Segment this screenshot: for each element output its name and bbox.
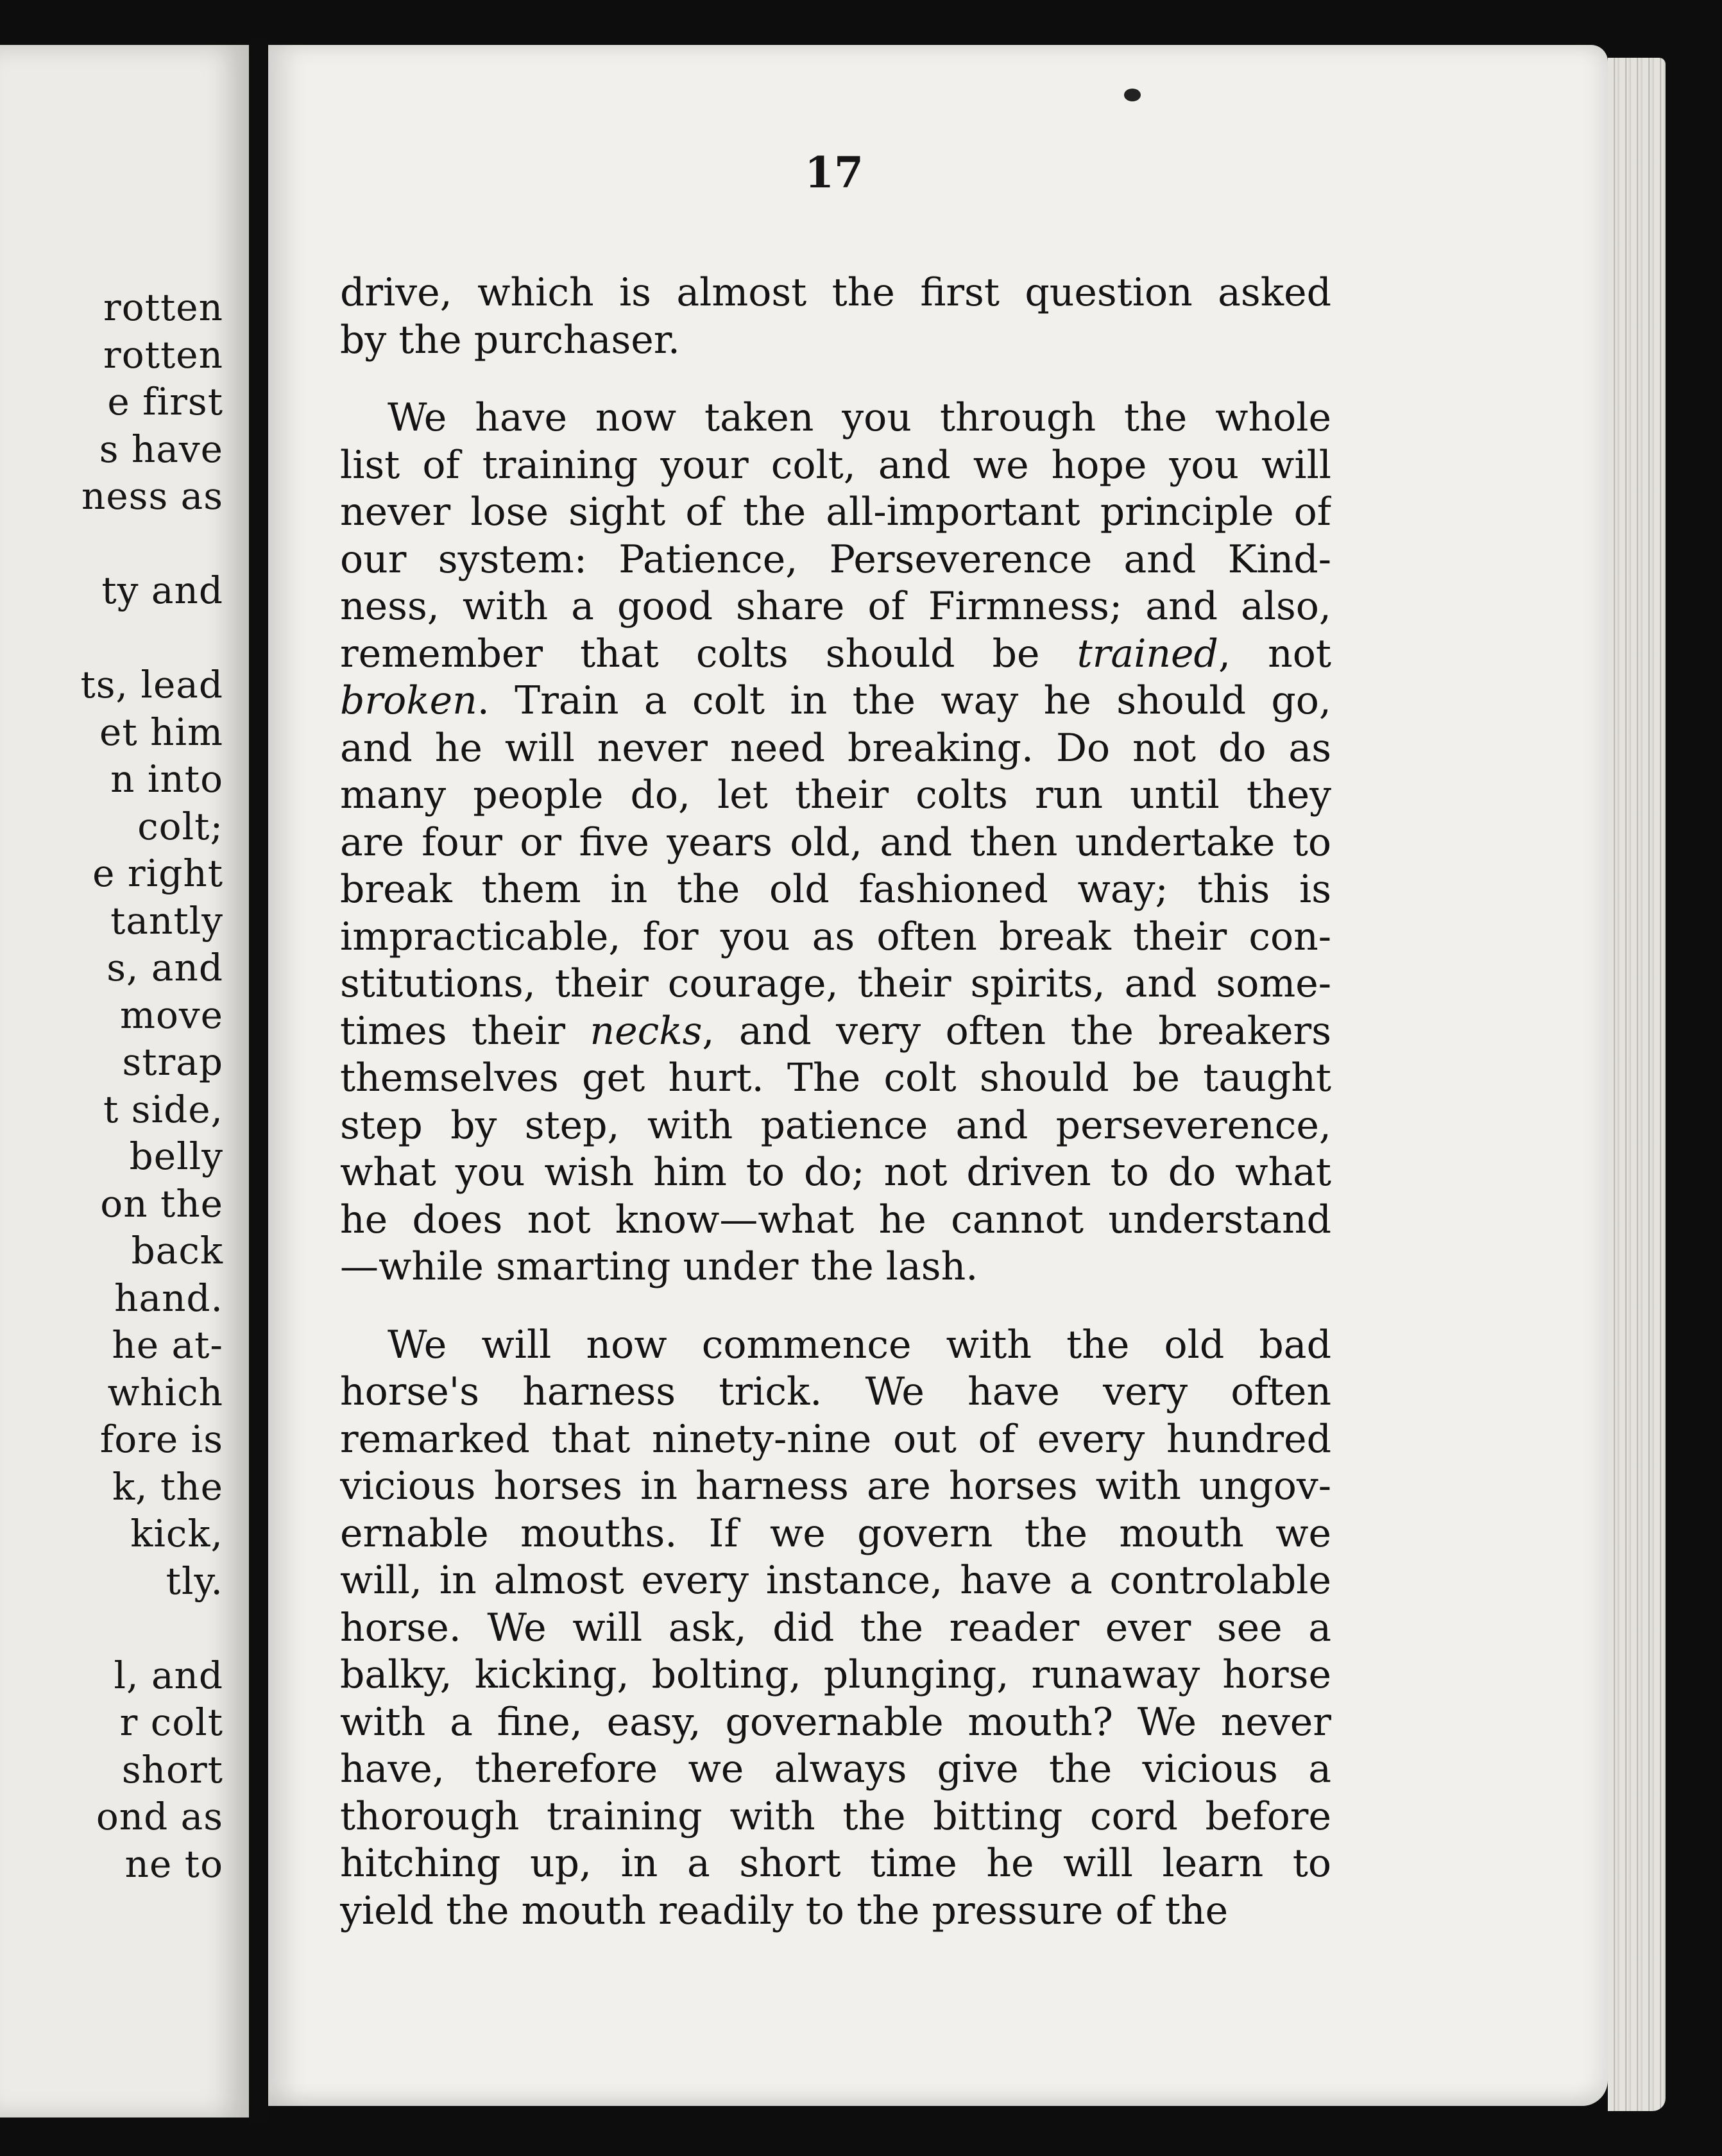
text-line: horse's harness trick. We have very often bbox=[340, 1369, 1331, 1414]
left-page-line: ne to bbox=[124, 1842, 223, 1886]
left-page-line: colt; bbox=[137, 804, 223, 848]
left-page-line: s have bbox=[99, 427, 223, 471]
text-line: with a fine, easy, governable mouth? We never bbox=[340, 1699, 1331, 1745]
paragraph bbox=[340, 270, 1331, 364]
text-line: break them in the old fashioned way; this is bbox=[340, 867, 1331, 912]
left-page-line: e right bbox=[92, 851, 223, 895]
text-line: hitching up, in a short time he will learn to bbox=[340, 1841, 1331, 1886]
text-line: horse. We will ask, did the reader ever see a bbox=[340, 1605, 1331, 1650]
left-page-line: kick, bbox=[130, 1512, 223, 1555]
text-line: ness, with a good share of Firmness; and also, bbox=[340, 584, 1331, 629]
text-line: will, in almost every instance, have a controlable bbox=[340, 1558, 1331, 1603]
left-page-line: strap bbox=[122, 1040, 223, 1084]
text-line: drive, which is almost the first question asked bbox=[340, 270, 1331, 315]
text-line: ernable mouths. If we govern the mouth we bbox=[340, 1510, 1331, 1556]
left-page-line: he at- bbox=[112, 1323, 223, 1367]
text-line: broken. Train a colt in the way he should go, bbox=[340, 678, 1331, 723]
page-number: 17 bbox=[805, 148, 864, 198]
left-page-fragment bbox=[0, 45, 249, 2118]
left-page-line: l, and bbox=[114, 1653, 223, 1697]
text-line: yield the mouth readily to the pressure of the bbox=[340, 1888, 1229, 1933]
left-page-line: back bbox=[131, 1229, 223, 1272]
left-page-line: tly. bbox=[166, 1559, 223, 1603]
text-line: We have now taken you through the whole bbox=[388, 395, 1331, 440]
left-page-line: move bbox=[119, 993, 223, 1037]
left-page-line: rotten bbox=[103, 286, 223, 329]
left-page-line: rotten bbox=[103, 332, 223, 377]
text-line: never lose sight of the all-important principle of bbox=[340, 490, 1331, 535]
left-page-line: which bbox=[107, 1370, 223, 1414]
left-page-line: s, and bbox=[107, 946, 223, 989]
left-page-line: t side, bbox=[103, 1087, 223, 1131]
left-page-line: fore is bbox=[99, 1417, 223, 1461]
text-line: We will now commence with the old bad bbox=[388, 1322, 1331, 1367]
text-line: stitutions, their courage, their spirits, and some- bbox=[340, 961, 1331, 1006]
text-line: and he will never need breaking. Do not do as bbox=[340, 725, 1331, 771]
text-line: impracticable, for you as often break their con- bbox=[340, 914, 1331, 959]
paragraph bbox=[340, 395, 1331, 1291]
ink-spot bbox=[1124, 89, 1141, 101]
left-page-line: ts, lead bbox=[80, 663, 223, 706]
left-page-line: hand. bbox=[114, 1276, 223, 1320]
left-page-line: r colt bbox=[119, 1700, 223, 1744]
text-line: many people do, let their colts run until they bbox=[340, 773, 1331, 817]
text-line: are four or five years old, and then undertake to bbox=[340, 819, 1331, 865]
left-page-line: et him bbox=[99, 710, 223, 754]
text-line: remarked that ninety-nine out of every hundred bbox=[340, 1416, 1331, 1462]
text-line: vicious horses in harness are horses with ungov- bbox=[340, 1464, 1331, 1509]
left-page-line: belly bbox=[129, 1134, 223, 1178]
text-line: remember that colts should be trained, not bbox=[340, 631, 1331, 676]
left-page-line: ness as bbox=[81, 474, 223, 518]
left-page-line: tantly bbox=[110, 898, 223, 943]
text-line: step by step, with patience and perseverence, bbox=[340, 1102, 1331, 1148]
left-page-line: ond as bbox=[96, 1795, 223, 1838]
paragraph-gap bbox=[340, 364, 1331, 395]
text-line: balky, kicking, bolting, plunging, runaway horse bbox=[340, 1652, 1331, 1697]
paragraph bbox=[340, 1322, 1331, 1935]
text-line: what you wish him to do; not driven to do what bbox=[340, 1150, 1331, 1195]
left-page-line: on the bbox=[100, 1181, 223, 1226]
text-line: list of training your colt, and we hope you will bbox=[340, 442, 1331, 488]
text-line: times their necks, and very often the breakers bbox=[340, 1008, 1331, 1054]
text-line: have, therefore we always give the vicious a bbox=[340, 1747, 1331, 1792]
text-line: themselves get hurt. The colt should be taught bbox=[340, 1056, 1331, 1100]
text-line: by the purchaser. bbox=[340, 317, 680, 363]
page-edges bbox=[1608, 58, 1666, 2111]
left-page-line: ty and bbox=[101, 569, 223, 612]
paragraph-gap bbox=[340, 1291, 1331, 1322]
left-page-line: e first bbox=[107, 380, 223, 424]
left-page-line: short bbox=[121, 1747, 223, 1792]
book-gutter bbox=[249, 38, 268, 2124]
text-line: our system: Patience, Perseverence and Kind- bbox=[340, 536, 1331, 582]
text-line: he does not know—what he cannot understand bbox=[340, 1197, 1331, 1242]
left-page-line: k, the bbox=[112, 1464, 223, 1509]
left-page-line: n into bbox=[110, 757, 223, 801]
text-line: —while smarting under the lash. bbox=[340, 1244, 978, 1289]
body-text bbox=[340, 270, 1331, 1935]
text-line: thorough training with the bitting cord before bbox=[340, 1793, 1331, 1839]
